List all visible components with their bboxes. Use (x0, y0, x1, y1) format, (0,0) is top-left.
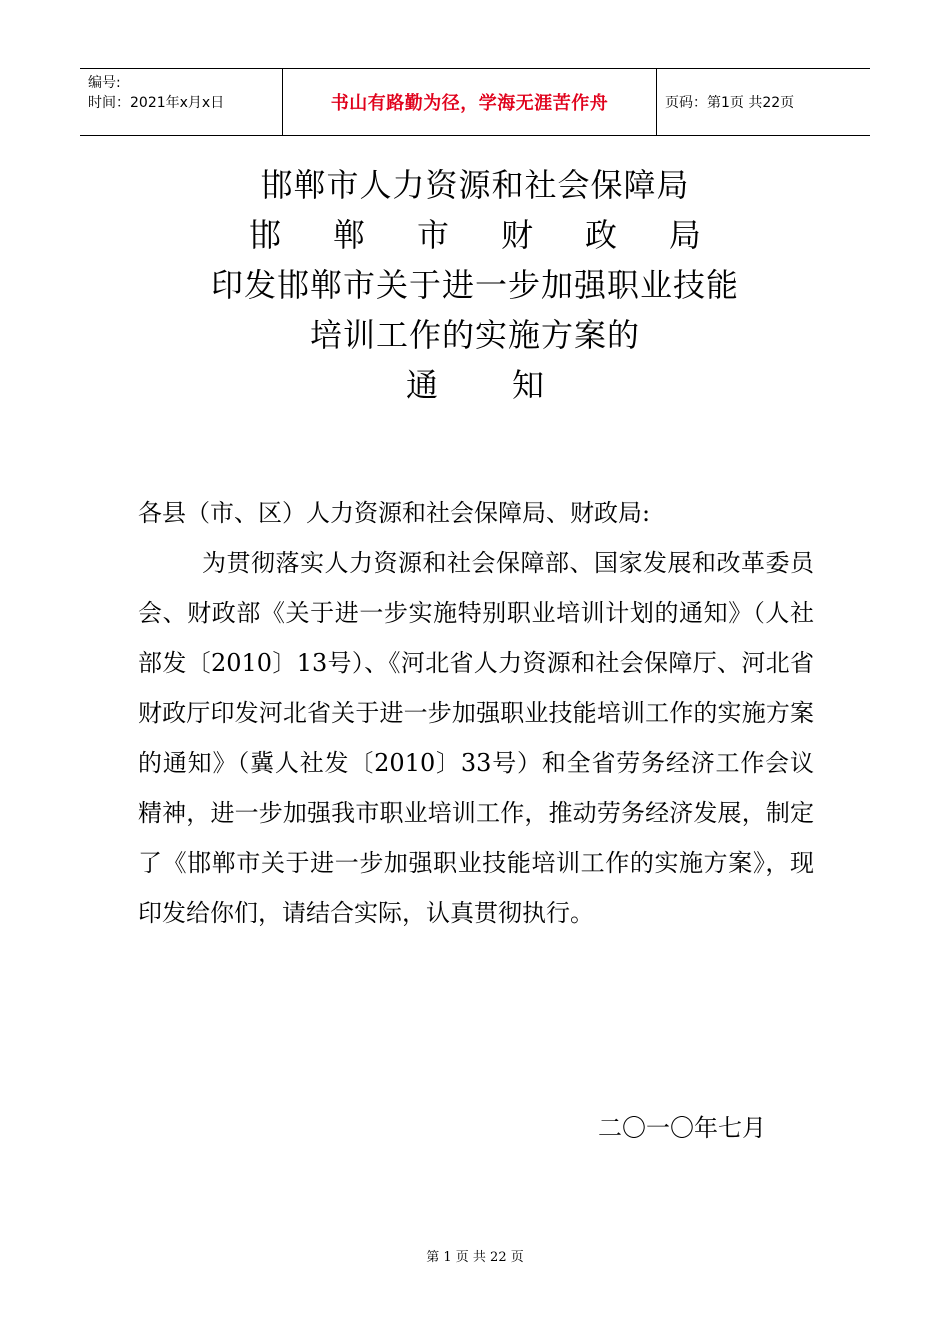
time-label: 时间：2021年x月x日 (88, 95, 225, 111)
title-char: 知 (511, 366, 544, 404)
document-header (80, 68, 870, 136)
header-page-info: 页码：第1页 共22页 (665, 95, 795, 111)
title-line-2 (249, 210, 701, 260)
salutation: 各县（市、区）人力资源和社会保障局、财政局: (138, 499, 651, 527)
title-char: 财 (500, 216, 533, 254)
title-line-5 (406, 360, 544, 410)
title-char: 局 (668, 216, 701, 254)
title-char: 政 (584, 216, 617, 254)
header-meta (80, 69, 282, 135)
title-line-4: 培训工作的实施方案的 (309, 316, 640, 354)
title-line-1: 邯郸市人力资源和社会保障局 (260, 166, 690, 204)
title-char: 郸 (332, 216, 365, 254)
document-date: 二〇一〇年七月 (598, 1114, 766, 1142)
body-paragraph: 为贯彻落实人力资源和社会保障部、国家发展和改革委员会、财政部《关于进一步实施特别职业培训计划的通知》（人社部发〔2010〕13号）、《河北省人力资源和社会保障厅、河北省财政厅印发河北省关于进一步加强职业技能培训工作的实施方案的通知》（冀人社发〔2010〕33号）和全省劳务经济工作会议精神，进一步加强我市职业培训工作，推动劳务经济发展，制定了《邯郸市关于进一步加强职业技能培训工作的实施方案》，现印发给你们，请结合实际，认真贯彻执行。 (138, 549, 814, 927)
title-char: 市 (416, 216, 449, 254)
document-title (0, 160, 950, 410)
document-body (138, 488, 814, 938)
title-line-3: 印发邯郸市关于进一步加强职业技能 (210, 266, 739, 304)
page-footer: 第 1 页 共 22 页 (426, 1250, 524, 1265)
header-motto: 书山有路勤为径，学海无涯苦作舟 (282, 69, 657, 135)
title-char: 邯 (249, 216, 282, 254)
number-label: 编号: (88, 75, 121, 91)
title-char: 通 (406, 366, 439, 404)
